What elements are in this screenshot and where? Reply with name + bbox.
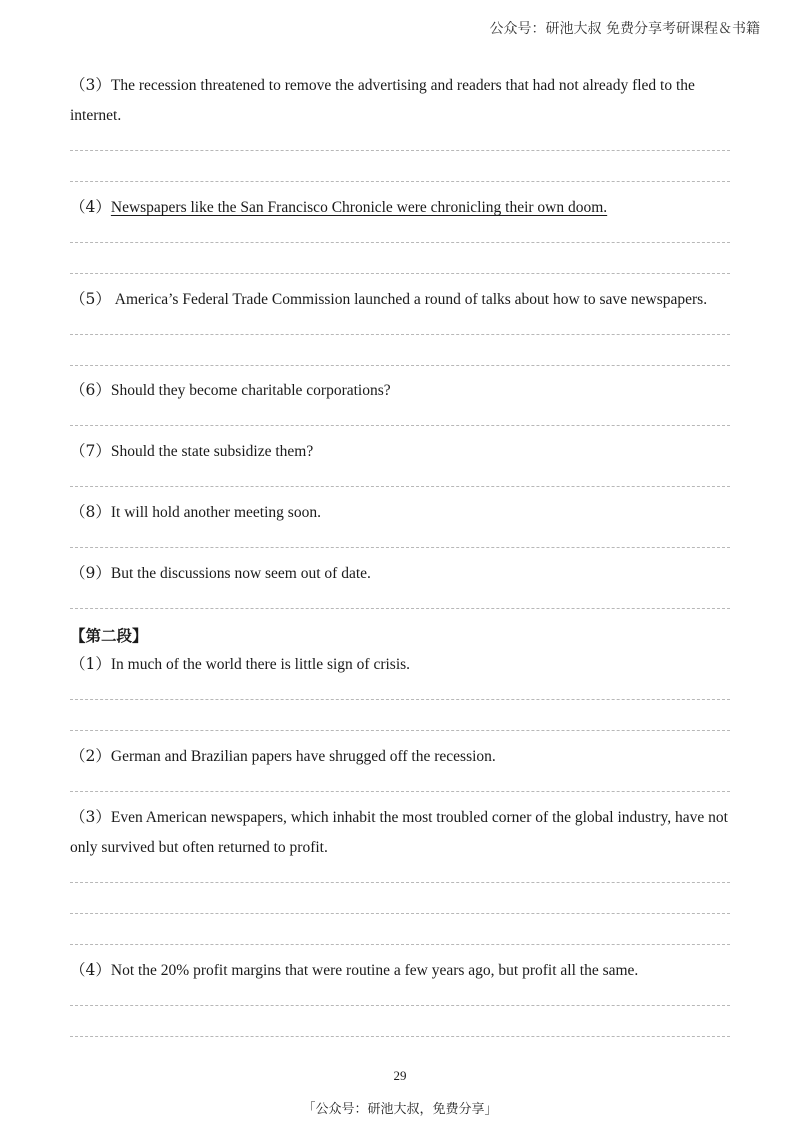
sentence-p2-4 (70, 955, 730, 986)
sentence-p2-2 (70, 741, 730, 772)
sentence-number: （4） (70, 198, 111, 216)
sentence-number: （3） (70, 76, 111, 94)
sentence-text: But the discussions now seem out of date. (110, 565, 371, 582)
sentence-text: It will hold another meeting soon. (110, 504, 321, 521)
sentence-text: Even American newspapers, which inhabit the most troubled corner of the global industry, have not only survived but often returned to profit. (70, 809, 728, 856)
answer-line (70, 273, 730, 274)
sentence-number: （5） (70, 290, 111, 308)
sentence-number: （7） (70, 442, 111, 460)
sentence-p1-8 (70, 497, 730, 528)
sentence-p1-7 (70, 436, 730, 467)
page-footer: 「公众号：研池大叔，免费分享」 (302, 1102, 498, 1117)
answer-line (70, 425, 730, 426)
section-title: 【第二段】 (70, 627, 148, 645)
sentence-text: Should the state subsidize them? (110, 443, 314, 460)
answer-line (70, 334, 730, 335)
answer-line (70, 608, 730, 609)
sentence-text: Should they become charitable corporations? (110, 382, 391, 399)
sentence-text-underlined: Newspapers like the San Francisco Chronicle were chronicling their own doom. (110, 199, 608, 216)
sentence-p2-3 (70, 802, 730, 863)
answer-line (70, 730, 730, 731)
sentence-text: The recession threatened to remove the advertising and readers that had not already fled to the internet. (70, 77, 695, 124)
answer-line (70, 1036, 730, 1037)
answer-line (70, 486, 730, 487)
sentence-text: German and Brazilian papers have shrugged off the recession. (110, 748, 496, 765)
answer-line (70, 699, 730, 700)
answer-line (70, 882, 730, 883)
sentence-text: Not the 20% profit margins that were routine a few years ago, but profit all the same. (110, 962, 639, 979)
page-number: 29 (393, 1068, 407, 1083)
sentence-number: （2） (70, 747, 111, 765)
answer-line (70, 181, 730, 182)
answer-line (70, 913, 730, 914)
sentence-p1-3 (70, 70, 730, 131)
sentence-p1-4 (70, 192, 730, 223)
answer-line (70, 944, 730, 945)
answer-line (70, 150, 730, 151)
page-header: 公众号：研池大叔 免费分享考研课程＆书籍 (489, 21, 760, 37)
sentence-number: （3） (70, 808, 111, 826)
sentence-text: In much of the world there is little sign of crisis. (110, 656, 411, 673)
sentence-p1-6 (70, 375, 730, 406)
sentence-number: （1） (70, 655, 111, 673)
answer-line (70, 242, 730, 243)
sentence-p1-9 (70, 558, 730, 589)
sentence-text: America’s Federal Trade Commission launched a round of talks about how to save newspapers. (110, 291, 708, 308)
sentence-number: （4） (70, 961, 111, 979)
answer-line (70, 791, 730, 792)
sentence-number: （8） (70, 503, 111, 521)
answer-line (70, 365, 730, 366)
sentence-number: （9） (70, 564, 111, 582)
sentence-number: （6） (70, 381, 111, 399)
answer-line (70, 1005, 730, 1006)
answer-line (70, 547, 730, 548)
sentence-p2-1 (70, 649, 730, 680)
sentence-p1-5 (70, 284, 730, 315)
